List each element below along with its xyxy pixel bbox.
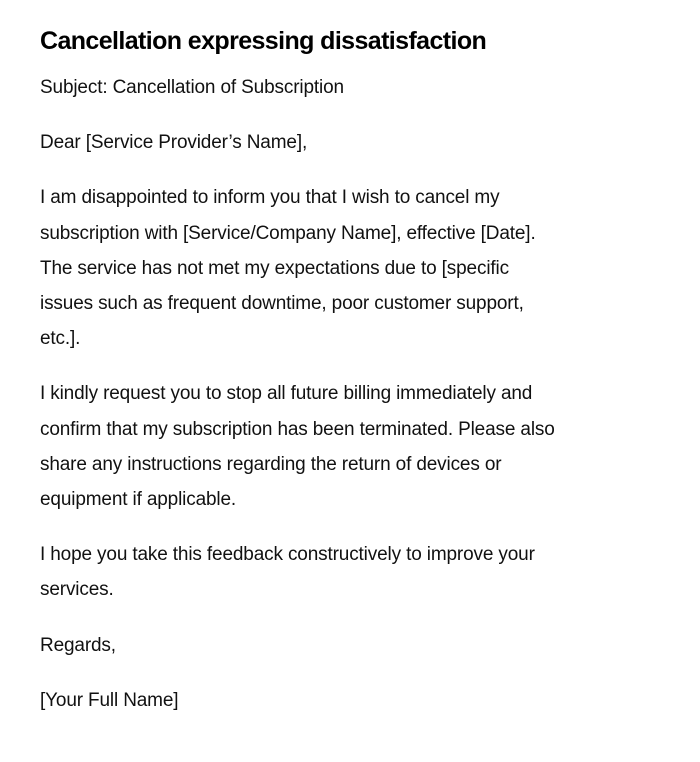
- document-title: Cancellation expressing dissatisfaction: [40, 27, 487, 55]
- body-paragraph-3: [40, 537, 640, 607]
- subject-line: Subject: Cancellation of Subscription: [40, 77, 344, 98]
- text-line: services.: [40, 579, 114, 601]
- text-line: I kindly request you to stop all future billing immediately and: [40, 383, 533, 405]
- text-line: equipment if applicable.: [40, 489, 237, 511]
- text-line: subscription with [Service/Company Name], effective [Date].: [40, 222, 536, 244]
- text-line: The service has not met my expectations due to [specific: [40, 257, 509, 279]
- body-paragraph-1: [40, 180, 640, 356]
- text-line: share any instructions regarding the return of devices or: [40, 453, 502, 475]
- text-line: I am disappointed to inform you that I wish to cancel my: [40, 187, 500, 209]
- signature: [Your Full Name]: [40, 689, 179, 711]
- body-paragraph-2: [40, 376, 640, 517]
- text-line: issues such as frequent downtime, poor customer support,: [40, 293, 524, 315]
- text-line: confirm that my subscription has been terminated. Please also: [40, 418, 555, 440]
- salutation: Dear [Service Provider’s Name],: [40, 132, 308, 154]
- text-line: etc.].: [40, 328, 81, 350]
- text-line: I hope you take this feedback constructively to improve your: [40, 544, 535, 566]
- closing: Regards,: [40, 634, 116, 656]
